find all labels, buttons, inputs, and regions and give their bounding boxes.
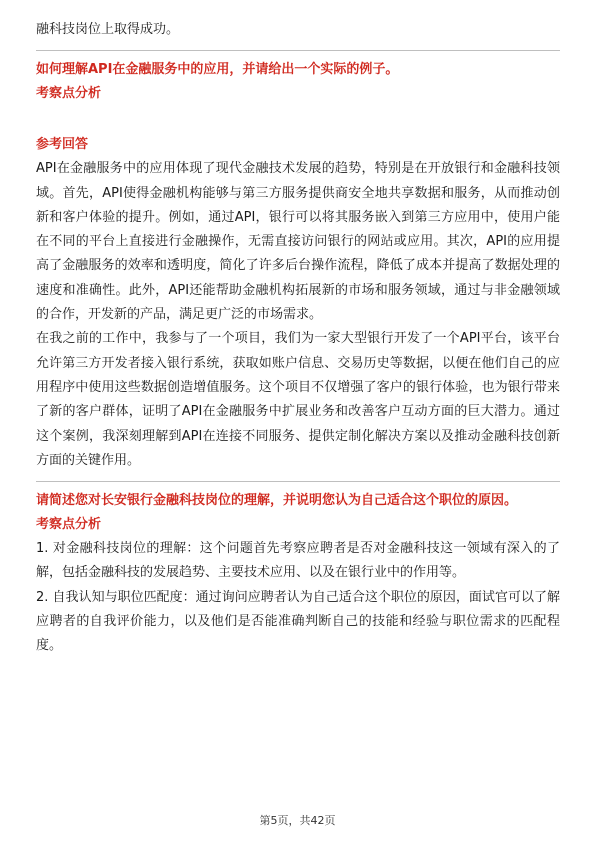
q2-point-1: 1. 对金融科技岗位的理解：这个问题首先考察应聘者是否对金融科技这一领域有深入的了解，包括金融科技的发展趋势、主要技术应用、以及在银行业中的作用等。 [36, 541, 560, 581]
divider [36, 50, 560, 51]
document-page [36, 18, 560, 659]
q2-point-2: 2. 自我认知与职位匹配度：通过询问应聘者认为自己适合这个职位的原因，面试官可以了解应聘者的自我评价能力，以及他们是否能准确判断自己的技能和经验与职位需求的匹配程度。 [36, 589, 560, 654]
q1-answer-paragraph-2: 在我之前的工作中，我参与了一个项目，我们为一家大型银行开发了一个API平台，该平台允许第三方开发者接入银行系统，获取如账户信息、交易历史等数据，以便在他们自己的应用程序中使用这些数据创造增值服务。这个项目不仅增强了客户的银行体验，也为银行带来了新的客户群体，证明了API在金融服务中扩展业务和改善客户互动方面的巨大潜力。通过这个案例，我深刻理解到API在连接不同服务、提供定制化解决方案以及推动金融科技创新方面的关键作用。 [36, 331, 560, 468]
q1-answer-heading: 参考回答 [36, 137, 89, 153]
question-2-title: 请简述您对长安银行金融科技岗位的理解，并说明您认为自己适合这个职位的原因。 [36, 493, 518, 509]
page-number-footer: 第5页，共42页 [259, 814, 336, 827]
blank-space [36, 106, 560, 133]
q2-analysis-heading: 考察点分析 [36, 517, 102, 533]
q1-analysis-heading: 考察点分析 [36, 86, 102, 102]
divider [36, 481, 560, 482]
q1-answer-paragraph-1: API在金融服务中的应用体现了现代金融技术发展的趋势，特别是在开放银行和金融科技领域。首先，API使得金融机构能够与第三方服务提供商安全地共享数据和服务，从而推动创新和客户体验的提升。例如，通过API，银行可以将其服务嵌入到第三方应用中，使用户能在不同的平台上直接进行金融操作，无需直接访问银行的网站或应用。其次，API的应用提高了金融服务的效率和透明度，简化了许多后台操作流程，降低了成本并提高了数据处理的速度和准确性。此外，API还能帮助金融机构拓展新的市场和服务领域，通过与非金融领域的合作，开发新的产品，满足更广泛的市场需求。 [36, 161, 560, 323]
intro-tail-text: 融科技岗位上取得成功。 [36, 22, 180, 37]
question-1-title: 如何理解API在金融服务中的应用，并请给出一个实际的例子。 [36, 62, 399, 78]
